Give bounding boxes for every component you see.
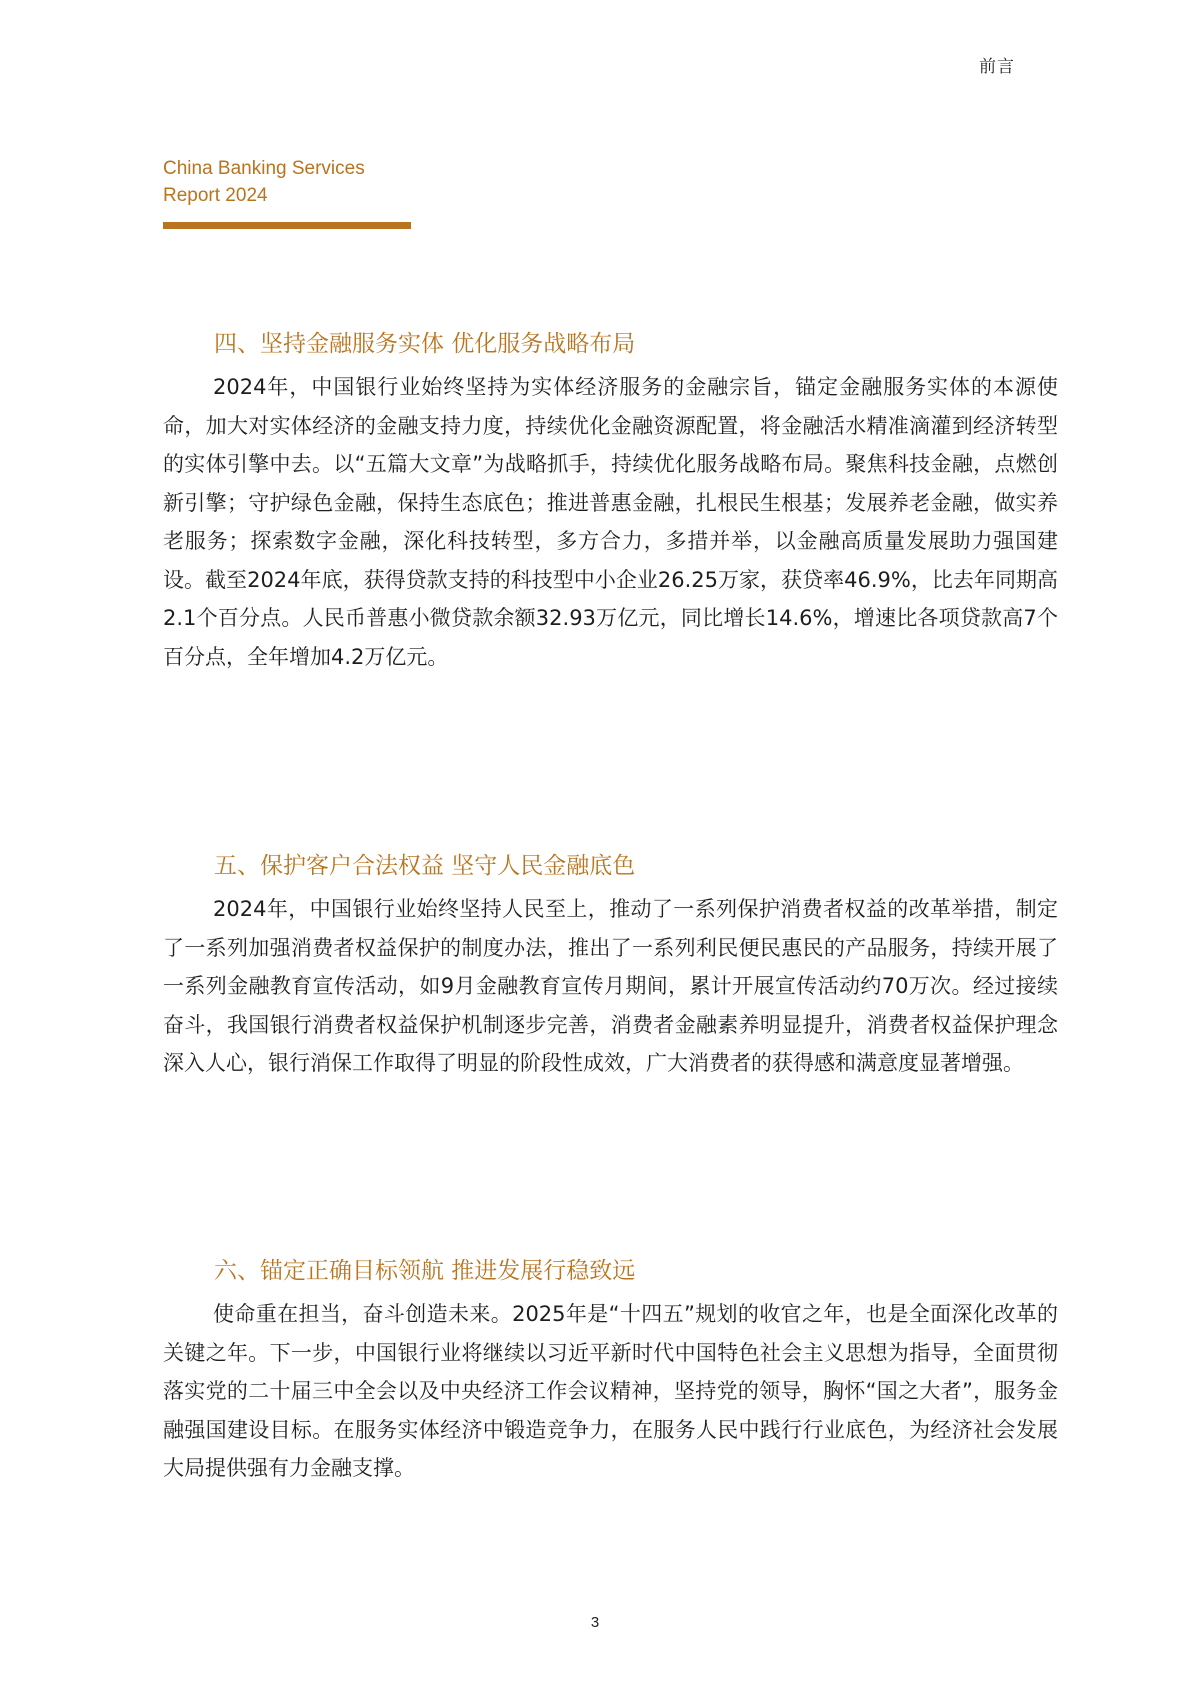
accent-bar <box>163 222 411 229</box>
section-5-body: 2024年，中国银行业始终坚持人民至上，推动了一系列保护消费者权益的改革举措，制定了一系列加强消费者权益保护的制度办法，推出了一系列利民便民惠民的产品服务，持续开展了一系列金融教育宣传活动，如9月金融教育宣传月期间，累计开展宣传活动约70万次。经过接续奋斗，我国银行消费者权益保护机制逐步完善，消费者金融素养明显提升，消费者权益保护理念深入人心，银行消保工作取得了明显的阶段性成效，广大消费者的获得感和满意度显著增强。 <box>163 897 1058 1075</box>
section-5 <box>163 848 1058 1083</box>
page-number: 3 <box>590 1614 600 1631</box>
section-4-heading: 四、坚持金融服务实体 优化服务战略布局 <box>214 331 636 357</box>
section-5-heading: 五、保护客户合法权益 坚守人民金融底色 <box>214 853 636 879</box>
report-title-line-1: China Banking Services <box>163 158 365 179</box>
section-4-body: 2024年，中国银行业始终坚持为实体经济服务的金融宗旨，锚定金融服务实体的本源使命，加大对实体经济的金融支持力度，持续优化金融资源配置，将金融活水精准滴灌到经济转型的实体引擎中去。以“五篇大文章”为战略抓手，持续优化服务战略布局。聚焦科技金融，点燃创新引擎；守护绿色金融，保持生态底色；推进普惠金融，扎根民生根基；发展养老金融，做实养老服务；探索数字金融，深化科技转型，多方合力，多措并举，以金融高质量发展助力强国建设。截至2024年底，获得贷款支持的科技型中小企业26.25万家，获贷率46.9%，比去年同期高2.1个百分点。人民币普惠小微贷款余额32.93万亿元，同比增长14.6%，增速比各项贷款高7个百分点，全年增加4.2万亿元。 <box>163 375 1058 669</box>
section-label: 前言 <box>979 57 1015 77</box>
report-title <box>163 155 365 209</box>
report-title-line-2: Report 2024 <box>163 185 268 206</box>
section-6-body: 使命重在担当，奋斗创造未来。2025年是“十四五”规划的收官之年，也是全面深化改革的关键之年。下一步，中国银行业将继续以习近平新时代中国特色社会主义思想为指导，全面贯彻落实党的二十届三中全会以及中央经济工作会议精神，坚持党的领导，胸怀“国之大者”，服务金融强国建设目标。在服务实体经济中锻造竞争力，在服务人民中践行行业底色，为经济社会发展大局提供强有力金融支撑。 <box>163 1302 1058 1480</box>
section-6-heading: 六、锚定正确目标领航 推进发展行稳致远 <box>214 1258 636 1284</box>
section-6 <box>163 1253 1058 1488</box>
section-4 <box>163 326 1058 676</box>
